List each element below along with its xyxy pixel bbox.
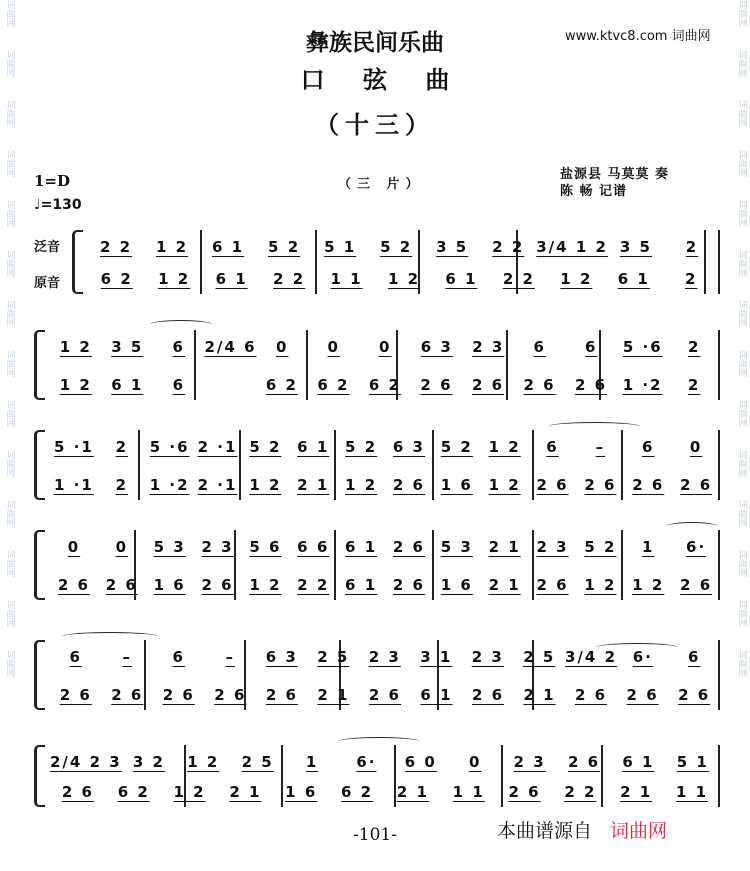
original-row <box>50 376 720 394</box>
watermark-glyph: 词曲网 <box>4 600 15 627</box>
note-group: 2 1 <box>229 783 262 801</box>
notation-system <box>34 330 720 400</box>
note-group: 1 2 <box>488 476 521 494</box>
harmonic-row <box>50 338 720 356</box>
note-group: 2 6 <box>420 376 453 394</box>
note-group: 1 2 <box>632 576 665 594</box>
note-group: 6 1 <box>297 438 330 456</box>
watermark-glyph: 词曲网 <box>736 50 747 77</box>
note-group: 1 2 <box>249 476 282 494</box>
note-group: 2 3 <box>368 648 401 666</box>
original-row <box>50 576 720 594</box>
watermark-glyph: 词曲网 <box>736 250 747 277</box>
note-group: 5 2 <box>249 438 282 456</box>
note-group: 6 3 <box>420 338 453 356</box>
note-group: 6 <box>172 338 185 356</box>
source-credit <box>497 816 667 843</box>
system-bracket <box>72 230 83 294</box>
note-group: 3/4 2 <box>565 648 618 666</box>
note-group: 1 1 <box>330 270 363 288</box>
note-group: 2 3 <box>472 338 505 356</box>
note-group: 2 6 <box>523 376 556 394</box>
note-group: 2 6 <box>536 476 569 494</box>
note-group: 2 2 <box>297 576 330 594</box>
note-group: 0 <box>468 753 482 771</box>
note-group: 2 6 <box>368 686 401 704</box>
note-group: 2 ·1 <box>197 476 238 494</box>
system-bracket <box>34 430 45 500</box>
note-group: 5 2 <box>584 538 617 556</box>
row-label-harmonic: 泛音 <box>34 240 61 255</box>
harmonic-row <box>50 438 720 456</box>
note-group: 6 2 <box>341 783 374 801</box>
note-group: 2 6 <box>57 576 90 594</box>
note-group: 5 2 <box>345 438 378 456</box>
page-number: -101- <box>353 825 397 845</box>
note-group: 6 3 <box>265 648 298 666</box>
watermark-glyph: 词曲网 <box>4 50 15 77</box>
watermark-glyph: 词曲网 <box>736 350 747 377</box>
note-group: 5 1 <box>324 238 357 256</box>
note-group: 2/4 2 3 <box>50 753 122 771</box>
system-bracket <box>34 330 45 400</box>
note-group: 1 1 <box>452 783 485 801</box>
note-group: 6 <box>688 648 701 666</box>
note-group: 1 2 <box>173 783 206 801</box>
note-group: 0 <box>67 538 81 556</box>
source-text: 本曲谱源自 <box>497 820 593 842</box>
note-group: – <box>595 438 606 456</box>
note-group: 2 6 <box>201 576 234 594</box>
note-group: 2 6 <box>214 686 247 704</box>
watermark-glyph: 词曲网 <box>736 200 747 227</box>
note-group: 2 6 <box>508 783 541 801</box>
note-group: 2 <box>115 438 128 456</box>
note-group: 1 2 <box>59 376 92 394</box>
watermark-glyph: 词曲网 <box>4 500 15 527</box>
note-group: 2 6 <box>61 783 94 801</box>
note-group: 1 ·2 <box>149 476 190 494</box>
note-group: 1 6 <box>440 576 473 594</box>
transcriber-credit: 陈 畅 记谱 <box>560 184 628 199</box>
original-row <box>50 686 720 704</box>
note-group: 1 1 <box>675 783 709 801</box>
note-group: 2 6 <box>575 376 608 394</box>
note-group: 1 2 <box>158 270 191 288</box>
tie-arc <box>548 422 640 431</box>
note-group: 6 3 <box>392 438 425 456</box>
note-group: 2 6 <box>162 686 195 704</box>
note-group: 6 2 <box>117 783 150 801</box>
note-group: 2/4 6 <box>204 338 257 356</box>
note-group: 6 <box>642 438 655 456</box>
note-group: 2 6 <box>392 538 425 556</box>
note-group: 1 2 <box>560 270 593 288</box>
note-group: 6 <box>172 376 186 394</box>
watermark-glyph: 词曲网 <box>736 500 747 527</box>
note-group: 2 <box>115 476 128 494</box>
note-group: 5 1 <box>676 753 709 771</box>
note-group: 2 6 <box>111 686 144 704</box>
tempo-marking: ♩=130 <box>34 197 82 213</box>
note-group: 2 1 <box>396 783 429 801</box>
watermark-glyph: 词曲网 <box>736 0 747 27</box>
note-group: 0 <box>276 338 289 356</box>
watermark-glyph: 词曲网 <box>4 200 15 227</box>
note-group: 2 5 <box>317 648 350 666</box>
note-group: 6 <box>172 648 185 666</box>
note-group: 6 1 <box>212 238 245 256</box>
note-group: 2 3 <box>201 538 234 556</box>
note-group: 2 6 <box>680 576 713 594</box>
note-group: 1 2 <box>488 438 521 456</box>
note-group: 2 5 <box>241 753 274 771</box>
original-row <box>88 270 720 288</box>
note-group: 1 2 <box>345 476 378 494</box>
note-group: 0 <box>379 338 392 356</box>
note-group: 5 ·6 <box>622 338 663 356</box>
watermark-glyph: 词曲网 <box>4 150 15 177</box>
note-group <box>205 376 257 394</box>
note-group: 2 1 <box>488 538 521 556</box>
note-group: 3 2 <box>132 753 165 771</box>
note-group: 2 6 <box>265 686 298 704</box>
note-group: 2 6 <box>105 576 138 594</box>
note-group: 5 3 <box>440 538 473 556</box>
note-group: 1 2 <box>59 338 92 356</box>
note-group: 2 <box>685 238 699 256</box>
watermark-glyph: 词曲网 <box>4 250 15 277</box>
note-group: 1 ·2 <box>622 376 663 394</box>
note-group: 5 2 <box>380 238 413 256</box>
system-bracket <box>34 640 45 710</box>
watermark-glyph: 词曲网 <box>736 650 747 677</box>
title-line-2: 口 弦 曲 <box>300 65 450 94</box>
note-group: 2 2 <box>273 270 306 288</box>
title-line-3: （十三） <box>315 110 435 139</box>
note-group: 1 2 <box>249 576 282 594</box>
note-group: 6 1 <box>345 538 378 556</box>
note-group: 5 ·1 <box>54 438 94 456</box>
note-group: – <box>122 648 132 666</box>
note-group: 6 1 <box>345 576 378 594</box>
note-group: 6 0 <box>404 753 437 771</box>
pieces-note: （三 片） <box>338 177 425 192</box>
note-group: 2 2 <box>99 238 133 256</box>
note-group: 5 ·6 <box>149 438 190 456</box>
original-row <box>50 783 720 801</box>
note-group: 2 1 <box>297 476 330 494</box>
note-group: 1 2 <box>155 238 189 256</box>
note-group: 1 ·1 <box>54 476 94 494</box>
tie-arc <box>62 632 158 641</box>
note-group: 3 5 <box>619 238 652 256</box>
note-group: 2 6 <box>626 686 659 704</box>
system-bracket <box>34 745 45 807</box>
note-group: 2 6 <box>471 376 505 394</box>
note-group: 6 2 <box>100 270 133 288</box>
watermark-glyph: 词曲网 <box>736 150 747 177</box>
note-group: 2 1 <box>488 576 521 594</box>
note-group: 6 2 <box>368 376 401 394</box>
tie-arc <box>150 320 212 329</box>
watermark-glyph: 词曲网 <box>4 450 15 477</box>
performer-credit: 盐源县 马莫莫 奏 <box>560 167 670 182</box>
watermark-glyph: 词曲网 <box>4 550 15 577</box>
note-group: 6 1 <box>111 376 144 394</box>
note-group: 2 6 <box>584 476 617 494</box>
site-url[interactable]: www.ktvc8.com 词曲网 <box>565 29 711 44</box>
note-group: 2 3 <box>513 753 546 771</box>
watermark-glyph: 词曲网 <box>736 300 747 327</box>
note-group: 2 6 <box>59 686 92 704</box>
notation-system <box>34 745 720 807</box>
note-group: 1 6 <box>440 476 473 494</box>
note-group: 6 1 <box>445 270 478 288</box>
watermark-glyph: 词曲网 <box>4 400 15 427</box>
note-group: 2 1 <box>620 783 653 801</box>
note-group: 2 1 <box>523 686 556 704</box>
note-group: 2 3 <box>471 648 504 666</box>
note-group: 6 <box>533 338 546 356</box>
note-group: 2 6 <box>680 476 713 494</box>
note-group: 3 1 <box>420 648 453 666</box>
note-group: 1 <box>305 753 319 771</box>
note-group: 6 <box>69 648 82 666</box>
tie-arc <box>596 643 678 652</box>
note-group: 0 <box>115 538 128 556</box>
note-group: 1 <box>642 538 655 556</box>
note-group: 6 <box>546 438 559 456</box>
note-group: 1 6 <box>285 783 318 801</box>
note-group: 2 6 <box>471 686 505 704</box>
note-group: 5 2 <box>268 238 301 256</box>
watermark-glyph: 词曲网 <box>4 650 15 677</box>
watermark-glyph: 词曲网 <box>736 400 747 427</box>
note-group: 6· <box>686 538 707 556</box>
note-group: 6 1 <box>622 753 655 771</box>
watermark-glyph: 词曲网 <box>4 100 15 127</box>
note-group: 1 2 <box>387 270 421 288</box>
harmonic-row <box>50 538 720 556</box>
note-group: 2 2 <box>564 783 597 801</box>
note-group: 2 <box>687 376 701 394</box>
note-group: 3/4 1 2 <box>536 238 608 256</box>
note-group: 6 1 <box>215 270 248 288</box>
note-group: 3 5 <box>111 338 144 356</box>
notation-system <box>34 530 720 600</box>
notation-system <box>34 430 720 500</box>
note-group: – <box>225 648 235 666</box>
notation-system <box>72 230 720 294</box>
note-group: 6· <box>356 753 377 771</box>
harmonic-row <box>88 238 720 256</box>
note-group: 2 6 <box>536 576 569 594</box>
watermark-glyph: 词曲网 <box>736 550 747 577</box>
note-group: 2 6 <box>392 576 425 594</box>
note-group: 1 2 <box>187 753 220 771</box>
note-group: 2 6 <box>392 476 425 494</box>
tie-arc <box>666 522 718 531</box>
harmonic-row <box>50 753 720 771</box>
note-group: 2 ·1 <box>197 438 238 456</box>
note-group: 5 6 <box>249 538 282 556</box>
note-group: 2 6 <box>632 476 665 494</box>
note-group: 1 6 <box>153 576 186 594</box>
note-group: 2 5 <box>523 648 556 666</box>
watermark-glyph: 词曲网 <box>4 300 15 327</box>
watermark-glyph: 词曲网 <box>4 0 15 27</box>
original-row <box>50 476 720 494</box>
note-group: 5 2 <box>440 438 473 456</box>
note-group: 1 2 <box>584 576 617 594</box>
note-group: 6 2 <box>317 376 350 394</box>
note-group: 2 <box>688 338 701 356</box>
note-group: 6 2 <box>265 376 298 394</box>
system-bracket <box>34 530 45 600</box>
watermark-glyph: 词曲网 <box>4 350 15 377</box>
note-group: 6 6 <box>297 538 330 556</box>
tie-arc <box>338 737 420 746</box>
note-group: 2 2 <box>502 270 535 288</box>
watermark-glyph: 词曲网 <box>736 600 747 627</box>
note-group: 2 2 <box>492 238 525 256</box>
note-group: 0 <box>689 438 703 456</box>
row-label-original: 原音 <box>34 276 61 291</box>
note-group: 6 1 <box>617 270 650 288</box>
note-group: 2 6 <box>678 686 711 704</box>
key-signature: 1=D <box>34 172 71 190</box>
note-group: 2 1 <box>317 686 350 704</box>
watermark-glyph: 词曲网 <box>736 100 747 127</box>
note-group: 6 <box>585 338 598 356</box>
note-group: 2 <box>685 270 698 288</box>
source-brand[interactable]: 词曲网 <box>610 820 668 842</box>
note-group: 6· <box>632 648 653 666</box>
note-group: 2 6 <box>567 753 601 771</box>
note-group: 3 5 <box>436 238 469 256</box>
watermark-glyph: 词曲网 <box>736 450 747 477</box>
note-group: 2 6 <box>575 686 608 704</box>
title-line-1: 彝族民间乐曲 <box>306 29 444 56</box>
note-group: 2 3 <box>536 538 569 556</box>
note-group: 0 <box>327 338 340 356</box>
note-group: 6 1 <box>420 686 453 704</box>
note-group: 5 3 <box>153 538 186 556</box>
